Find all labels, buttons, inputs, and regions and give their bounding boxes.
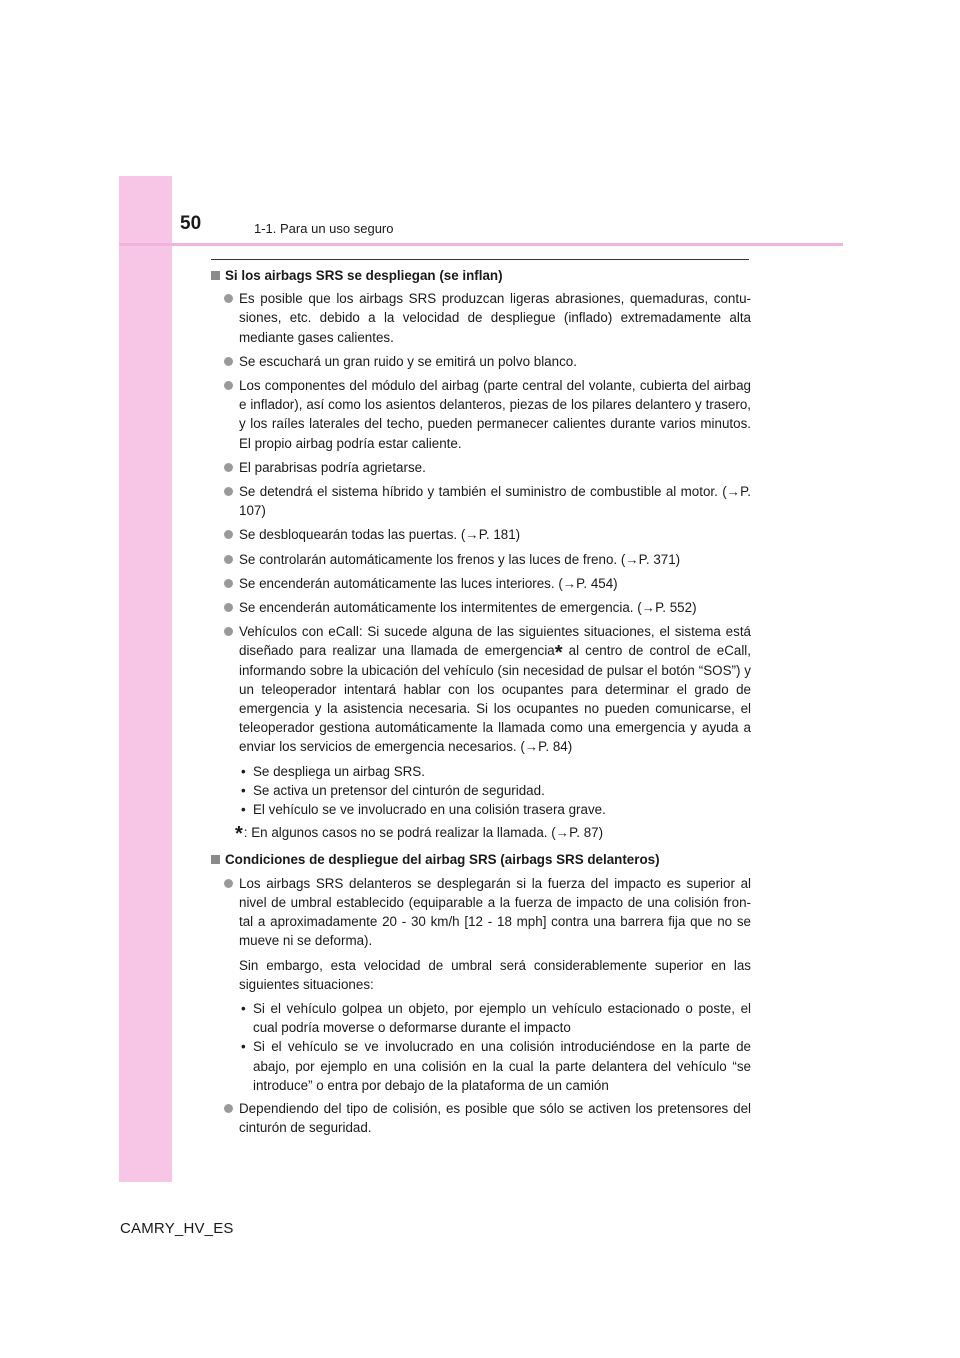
sub-list-item: • El vehículo se ve involucrado en una colisión trasera grave. (241, 800, 751, 819)
list-item (211, 550, 751, 569)
circle-bullet-icon (224, 603, 233, 612)
list-item (211, 574, 751, 593)
list-item-ecall (211, 622, 751, 756)
page-content (211, 266, 751, 1142)
circle-bullet-icon (224, 627, 233, 636)
sub-list-item: • Se activa un pretensor del cinturón de seguridad. (241, 781, 751, 800)
section-title: 1-1. Para un uso seguro (254, 221, 394, 236)
list-item (211, 598, 751, 617)
list-item-text: Se desbloquearán todas las puertas. (→P. 181) (239, 527, 521, 543)
circle-bullet-icon (224, 463, 233, 472)
header-rule (119, 243, 843, 246)
circle-bullet-icon (224, 530, 233, 539)
circle-bullet-icon (224, 294, 233, 303)
list-item-text: Se escuchará un gran ruido y se emitirá un polvo blanco. (239, 353, 577, 369)
circle-bullet-icon (224, 381, 233, 390)
footer-code: CAMRY_HV_ES (120, 1220, 234, 1237)
list-item-text: Es posible que los airbags SRS produzcan ligeras abrasiones, quemaduras, contu-siones, etc. debido a la velocidad de despliegue (inflado) extremadamente alta mediante gases calientes. (239, 291, 751, 345)
list-item-text: Se encenderán automáticamente los intermitentes de emergencia. (→P. 552) (239, 600, 697, 616)
list-item-text: Se detendrá el sistema híbrido y también el suministro de combustible al motor. (→P. 107) (239, 484, 751, 519)
sub-list-item: • Se despliega un airbag SRS. (241, 762, 751, 781)
page-number: 50 (180, 213, 202, 234)
section-heading-text: Condiciones de despliegue del airbag SRS (airbags SRS delanteros) (225, 852, 660, 868)
sub-list-item: • Si el vehículo se ve involucrado en una colisión introduciéndose en la parte de abajo, por ejemplo en una colisión en la cual la parte delantera del vehículo “se introduce” o entra por debajo de la plataforma de un camión (241, 1037, 751, 1095)
list-item (211, 525, 751, 544)
square-bullet-icon (211, 855, 220, 864)
circle-bullet-icon (224, 555, 233, 564)
ecall-conditions-list (211, 762, 751, 820)
list-item (211, 1099, 751, 1137)
circle-bullet-icon (224, 1104, 233, 1113)
list-item (211, 874, 751, 951)
list-item (211, 482, 751, 520)
list-item-text: Los componentes del módulo del airbag (parte central del volante, cubierta del airbag e inflador), así como los asientos delanteros, piezas de los pilares delantero y trasero, y los raíles laterales del techo, pueden permanecer calientes durante varios minutos. El propio airbag podría estar caliente. (239, 378, 751, 451)
square-bullet-icon (211, 271, 220, 280)
list-item-text: Se controlarán automáticamente los frenos y las luces de freno. (→P. 371) (239, 551, 681, 567)
footnote-star: * (235, 823, 243, 846)
sub-list-item: • Si el vehículo golpea un objeto, por ejemplo un vehículo estacionado o poste, el cual podría moverse o deformarse durante el impacto (241, 999, 751, 1037)
ecall-text-end: al centro de control de eCall, informando sobre la ubicación del vehículo (sin necesidad de pulsar el botón “SOS”) y un teleoperador intentará hablar con los ocupantes para determinar el grado de emergencia y la asistencia necesaria. Si los ocupantes no pueden comunicarse, el teleoperador gestiona automáticamente la llamada como una emergencia y ayuda a enviar los servicios de emergencia necesarios. (→P. 84) (239, 643, 751, 755)
section-heading-text: Si los airbags SRS se despliegan (se inflan) (225, 268, 503, 283)
section-heading (211, 850, 751, 869)
list-item (211, 352, 751, 371)
circle-bullet-icon (224, 879, 233, 888)
threshold-situations-list (211, 999, 751, 1095)
list-item-text: Los airbags SRS delanteros se desplegarán si la fuerza del impacto es superior al nivel de umbral establecido (equiparable a la fuerza de impacto de una colisión fron-tal a aproximadamente 20 - 30 km/h [12 - 18 mph] contra una barrera fija que no se mueve ni se deforma). (239, 875, 751, 949)
footnote-text: : En algunos casos no se podrá realizar la llamada. (→P. 87) (243, 825, 604, 841)
list-item (211, 458, 751, 477)
list-item-text: Se encenderán automáticamente las luces interiores. (→P. 454) (239, 575, 618, 591)
circle-bullet-icon (224, 579, 233, 588)
paragraph: Sin embargo, esta velocidad de umbral será considerablemente superior en las siguientes situaciones: (239, 957, 751, 992)
circle-bullet-icon (224, 487, 233, 496)
section-heading (211, 266, 751, 285)
ecall-text-start: Vehículos con eCall: Si sucede alguna de las siguientes situaciones, el sistema está diseñado para realizar una llamada de emergencia (239, 624, 751, 659)
footnote-asterisk: * (554, 642, 563, 665)
list-item-text: Dependiendo del tipo de colisión, es posible que sólo se activen los pretensores del cinturón de seguridad. (239, 1100, 751, 1136)
circle-bullet-icon (224, 357, 233, 366)
list-item-text: El parabrisas podría agrietarse. (239, 459, 426, 475)
list-item (211, 376, 751, 453)
footnote (211, 823, 751, 844)
list-item (211, 289, 751, 347)
content-top-rule (211, 259, 749, 260)
page-sidebar-band (119, 176, 172, 1182)
